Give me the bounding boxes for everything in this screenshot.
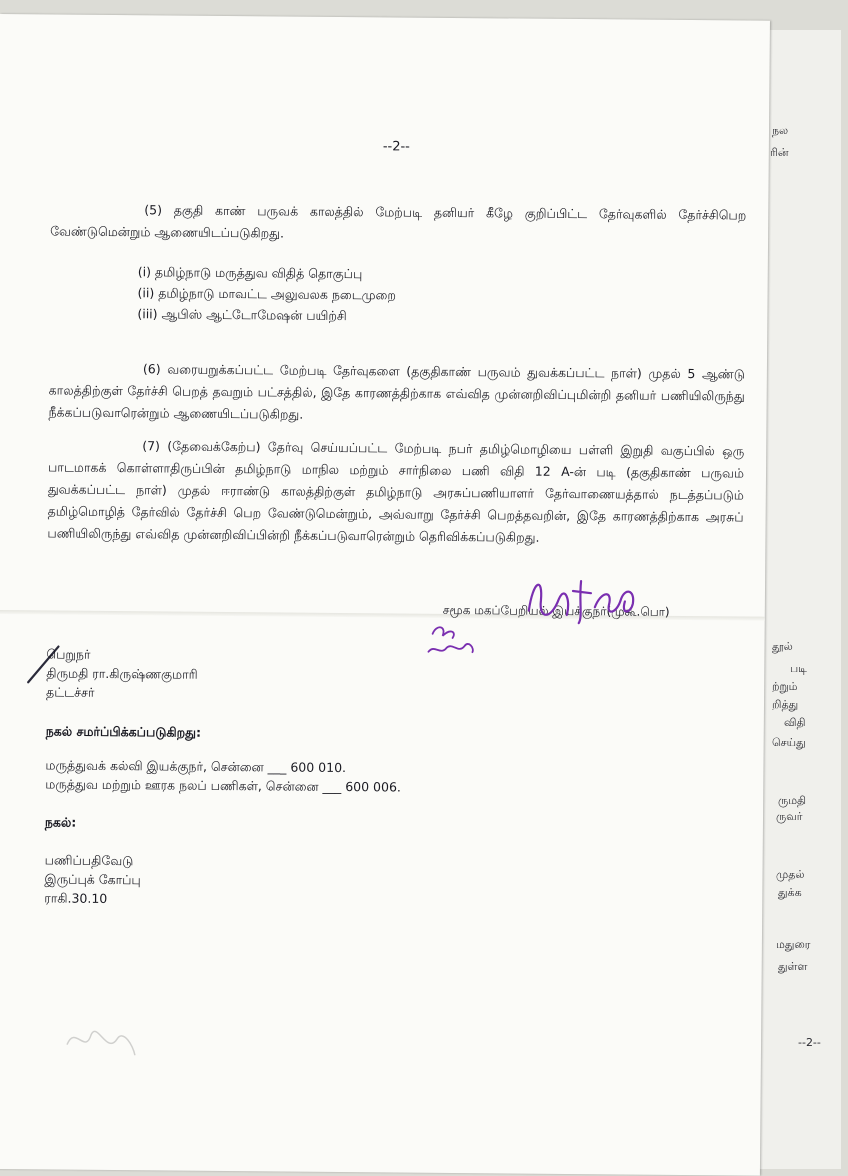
exam-item: (ii) தமிழ்நாடு மாவட்ட அலுவலக நடைமுறை <box>137 285 397 303</box>
underlying-sheet-fragment: ருமதி <box>778 794 807 807</box>
underlying-sheet-fragment: தூல் <box>772 640 793 653</box>
paragraph-5: (5) தகுதி காண் பருவக் காலத்தில் மேற்படி தனியர் கீழே குறிப்பிட்ட தேர்வுகளில் தேர்ச்சிபெற வேண்டுமென்றும் ஆணையிடப்படுகிறது. <box>50 202 747 241</box>
underlying-sheet-fragment: செய்து <box>772 736 806 749</box>
recipient-block <box>46 644 198 702</box>
exam-item: (iii) ஆபிஸ் ஆட்டோமேஷன் பயிற்சி <box>137 306 347 324</box>
copy-item: இருப்புக் கோப்பு <box>44 871 141 888</box>
copy-submitted-list <box>45 755 401 796</box>
underlying-sheet-fragment: படி <box>790 662 807 675</box>
paragraph-6: (6) வரையறுக்கப்பட்ட மேற்படி தேர்வுகளை (தகுதிகாண் பருவம் துவக்கப்பட்ட நாள்) முதல் 5 ஆண்டு காலத்திற்குள் தேர்ச்சி பெறத் தவறும் பட்சத்தில், இதே காரணத்திற்காக எவ்வித முன்னறிவிப்புமின்றி தனியர் பணியிலிருந்து நீக்கப்படுவாரென்றும் ஆணையிடப்படுகிறது. <box>48 361 745 422</box>
underlying-sheet-fragment: ற்றும் <box>772 680 798 693</box>
copy-item: ராகி.30.10 <box>44 890 108 906</box>
signatory-title: சமூக மகப்பேறியல் இயக்குநர்(முகூ.பொ) <box>442 602 670 619</box>
copy-item: பணிப்பதிவேடு <box>44 852 134 869</box>
underlying-sheet-fragment: ருவர் <box>776 810 803 823</box>
underlying-sheet-fragment: றித்து <box>772 698 799 711</box>
recipient-label: பெறுநர் <box>46 646 91 662</box>
underlying-sheet-fragment: மதுரை <box>776 938 811 951</box>
underlying-sheet-fragment: துள்ள <box>778 960 808 973</box>
exam-list <box>137 261 396 326</box>
underlying-sheet-fragment: ரின் <box>770 146 789 159</box>
page-number: --2-- <box>382 139 410 155</box>
underlying-sheet-fragment: நல <box>772 124 789 137</box>
copy-submitted-item: மருத்துவ மற்றும் ஊரக நலப் பணிகள், சென்னை ___ 600 006. <box>45 776 401 795</box>
signature-mark <box>521 571 652 632</box>
faint-scribble <box>61 1015 141 1066</box>
copy-label: நகல்: <box>44 814 77 830</box>
recipient-name: திருமதி ரா.கிருஷ்ணகுமாரி <box>46 665 198 682</box>
copy-submitted-label: நகல் சமர்ப்பிக்கப்படுகிறது: <box>45 723 202 740</box>
recipient-role: தட்டச்சர் <box>46 684 95 700</box>
exam-item: (i) தமிழ்நாடு மருத்துவ விதித் தொகுப்பு <box>137 264 363 282</box>
underlying-sheet-fragment: விதி <box>784 716 806 729</box>
underlying-sheet-fragment: முதல் <box>776 868 805 881</box>
initial-mark <box>422 622 482 663</box>
paragraph-7: (7) (தேவைக்கேற்ப) தேர்வு செய்யப்பட்ட மேற்படி நபர் தமிழ்மொழியை பள்ளி இறுதி வகுப்பில் ஒரு பாடமாகக் கொள்ளாதிருப்பின் தமிழ்நாடு மாநில மற்றும் சார்நிலை பணி விதி 12 A-ன் படி (தகுதிகாண் பருவம் துவக்கப்பட்ட நாள்) முதல் ஈராண்டு காலத்திற்குள் தமிழ்நாடு அரசுப்பணியாளர் தேர்வாணையத்தால் நடத்தப்படும் தமிழ்மொழித் தேர்வில் தேர்ச்சி பெற வேண்டுமென்றும், அவ்வாறு தேர்ச்சி பெறத்தவறின், இதே காரணத்திற்காக அரசுப் பணியிலிருந்து எவ்வித முன்னறிவிப்பின்றி நீக்கப்படுவாரென்றும் தெரிவிக்கப்படுகிறது. <box>47 438 745 545</box>
underlying-sheet-fragment: --2-- <box>798 1036 821 1049</box>
copy-list <box>44 850 141 908</box>
copy-submitted-item: மருத்துவக் கல்வி இயக்குநர், சென்னை ___ 600 010. <box>45 757 347 776</box>
underlying-sheet-fragment: துக்க <box>778 886 802 899</box>
document-page <box>0 14 770 1176</box>
